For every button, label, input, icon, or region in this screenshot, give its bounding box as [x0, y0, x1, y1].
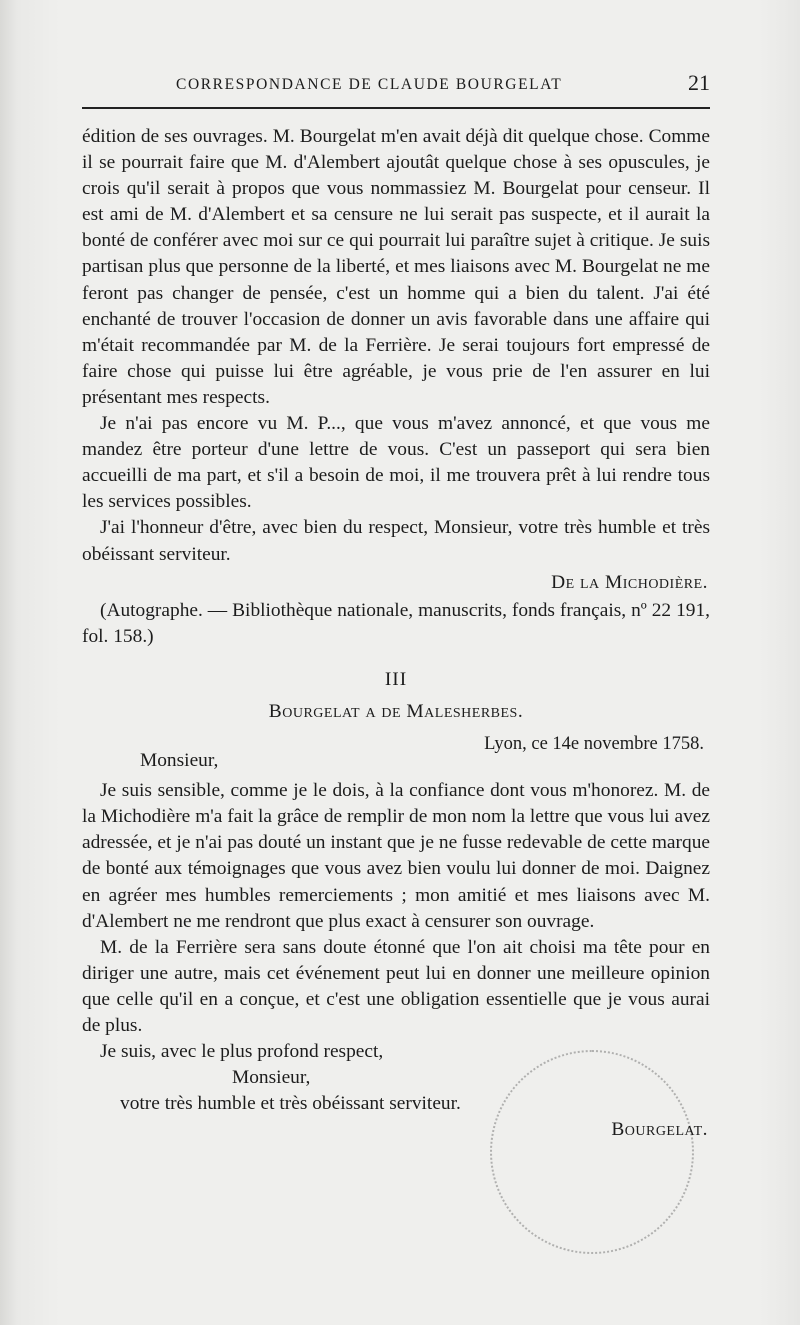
letter2-closing-line-1: Je suis, avec le plus profond respect,	[100, 1041, 384, 1063]
letter2-signature: Bourgelat.	[611, 1119, 708, 1141]
letter2-title: Bourgelat a de Malesherbes.	[268, 700, 524, 722]
letter1-source: (Autographe. — Bibliothèque nationale, manuscrits, fonds français, nº 22 191, fol. 158.)	[82, 599, 710, 647]
letter1-signature: De la Michodière.	[551, 571, 708, 593]
running-title: CORRESPONDANCE DE CLAUDE BOURGELAT	[176, 76, 563, 93]
letter2-salutation: Monsieur,	[140, 750, 219, 772]
letter1-paragraph-1: édition de ses ouvrages. M. Bourgelat m'en avait déjà dit quelque chose. Comme il se pourrait faire que M. d'Alembert ajoutât quelque chose à ses opuscules, je crois qu'il serait à propos que vous nommassiez M. Bourgelat pour censeur. Il est ami de M. d'Alembert et sa censure ne lui serait pas suspecte, et il aurait la bonté de conférer avec moi sur ce qui pourrait lui paraître sujet à critique. Je suis partisan plus que personne de la liberté, et mes liaisons avec M. Bourgelat ne me feront pas changer de pensée, c'est un homme qui a bien du talent. J'ai été enchanté de trouver l'occasion de donner un avis favorable dans une affaire qui m'était recommandée par M. de la Ferrière. Je serai toujours fort empressé de faire chose qui puisse lui être agréable, je vous prie de l'en assurer en lui présentant mes respects.	[82, 126, 710, 408]
letter1-paragraph-3: J'ai l'honneur d'être, avec bien du respect, Monsieur, votre très humble et très obéissant serviteur.	[82, 517, 710, 565]
letter2-paragraph-1: Je suis sensible, comme je le dois, à la confiance dont vous m'honorez. M. de la Michodière m'a fait la grâce de remplir de mon nom la lettre que vous lui avez adressée, et je n'ai pas douté un instant que je ne fusse redevable de cette marque de bonté aux témoignages que vous avez bien voulu lui donner de moi. Daignez en agréer mes humbles remerciements ; mon amitié et mes liaisons avec M. d'Alembert ne me rendront que plus exact à censurer son ouvrage.	[82, 780, 710, 932]
page-body	[82, 124, 710, 1143]
page-number: 21	[688, 70, 710, 95]
letter2-dateline: Lyon, ce 14e novembre 1758.	[484, 734, 704, 755]
letter2-closing-line-3: votre très humble et très obéissant serviteur.	[120, 1093, 461, 1115]
header-rule	[82, 107, 710, 109]
letter2-closing-line-2: Monsieur,	[232, 1067, 311, 1089]
section-number: III	[384, 668, 408, 690]
page-header	[82, 68, 710, 98]
letter1-paragraph-2: Je n'ai pas encore vu M. P..., que vous m'avez annoncé, et que vous me mandez être porteur d'une lettre de vous. C'est un passeport qui sera bien accueilli de ma part, et s'il a besoin de moi, il me trouvera prêt à lui rendre tous les services possibles.	[82, 413, 710, 513]
letter2-paragraph-2: M. de la Ferrière sera sans doute étonné que l'on ait choisi ma tête pour en diriger une autre, mais cet événement peut lui en donner une meilleure opinion que celle qu'il en a conçue, et c'est une obligation essentielle que je vous aurai de plus.	[82, 936, 710, 1036]
